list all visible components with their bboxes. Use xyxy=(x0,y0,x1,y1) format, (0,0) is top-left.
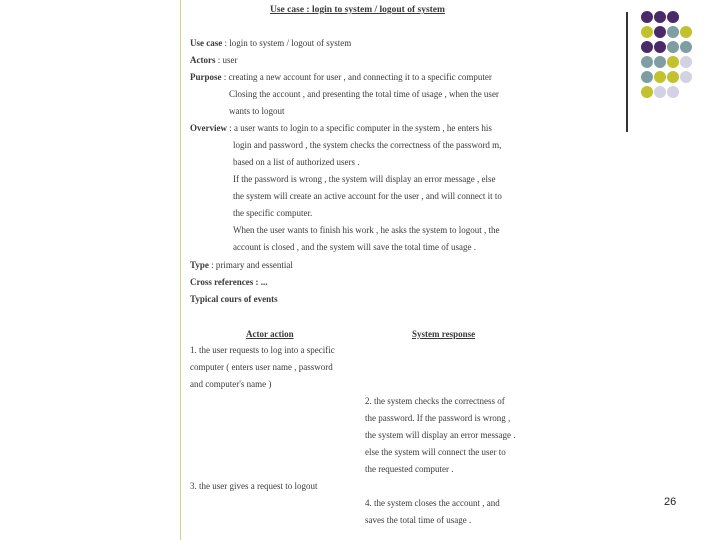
overview-text-1: : a user wants to login to a specific computer in the system , he enters his xyxy=(226,123,492,133)
use-case-label: Use case xyxy=(190,38,223,48)
use-case-value: : login to system / logout of system xyxy=(222,38,352,48)
system-step-4-line-2: saves the total time of usage . xyxy=(365,515,472,525)
system-step-2-line-2: the password. If the password is wrong , xyxy=(365,413,511,423)
slide-number: 26 xyxy=(664,496,677,508)
actor-step-1-line-2: computer ( enters user name , password xyxy=(190,362,333,372)
page-title: Use case : login to system / logout of system xyxy=(270,5,445,15)
actor-step-3-line-1: 3. the user gives a request to logout xyxy=(190,481,318,491)
type-label: Type xyxy=(190,260,209,270)
purpose-label: Purpose xyxy=(190,72,222,82)
cross-references: Cross references : ... xyxy=(190,277,268,287)
purpose-text-1: : creating a new account for user , and connecting it to a specific computer xyxy=(221,72,492,82)
purpose-line-3: wants to logout xyxy=(229,106,285,116)
system-step-2-line-4: else the system will connect the user to xyxy=(365,447,506,457)
system-step-2-line-5: the requested computer . xyxy=(365,464,454,474)
overview-line-6: the specific computer. xyxy=(233,208,313,218)
overview-label: Overview xyxy=(190,123,227,133)
use-case-line xyxy=(190,38,351,49)
overview-line-5: the system will create an active account for the user , and will connect it to xyxy=(233,191,502,201)
overview-line-1 xyxy=(190,123,492,134)
purpose-line-2: Closing the account , and presenting the total time of usage , when the user xyxy=(229,89,499,99)
overview-line-4: If the password is wrong , the system will display an error message , else xyxy=(233,174,496,184)
system-step-2-line-3: the system will display an error message . xyxy=(365,430,516,440)
overview-line-8: account is closed , and the system will save the total time of usage . xyxy=(233,242,476,252)
typical-course-heading: Typical cours of events xyxy=(190,294,278,304)
actors-value: : user xyxy=(215,55,238,65)
actor-step-1-line-3: and computer's name ) xyxy=(190,379,272,389)
system-step-2-line-1: 2. the system checks the correctness of xyxy=(365,396,505,406)
actor-step-1-line-1: 1. the user requests to log into a specific xyxy=(190,345,335,355)
actors-line xyxy=(190,55,238,66)
type-line xyxy=(190,260,293,271)
overview-line-7: When the user wants to finish his work , he asks the system to logout , the xyxy=(233,225,500,235)
actors-label: Actors xyxy=(190,55,216,65)
type-value: : primary and essential xyxy=(208,260,293,270)
overview-line-2: login and password , the system checks the correctness of the password m, xyxy=(233,140,502,150)
overview-line-3: based on a list of authorized users . xyxy=(233,157,360,167)
actor-action-header: Actor action xyxy=(246,329,294,339)
system-response-header: System response xyxy=(412,329,476,339)
system-step-4-line-1: 4. the system closes the account , and xyxy=(365,498,500,508)
purpose-line-1 xyxy=(190,72,492,83)
